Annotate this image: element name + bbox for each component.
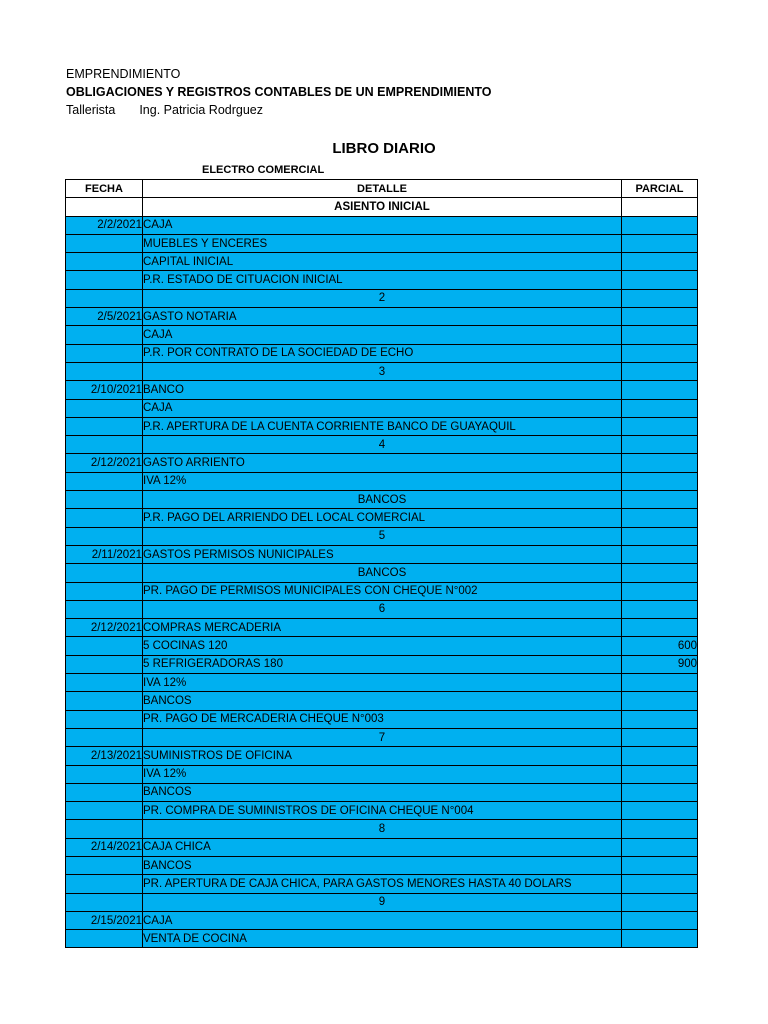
cell-fecha (66, 820, 143, 838)
cell-detalle: 6 (143, 600, 622, 618)
cell-parcial (622, 875, 698, 893)
table-row (66, 399, 698, 417)
table-row (66, 619, 698, 637)
cell-fecha (66, 491, 143, 509)
cell-detalle: 9 (143, 893, 622, 911)
table-row (66, 893, 698, 911)
table-row (66, 198, 698, 216)
column-header-parcial: PARCIAL (622, 180, 698, 198)
cell-fecha (66, 527, 143, 545)
cell-parcial (622, 454, 698, 472)
cell-fecha (66, 674, 143, 692)
cell-detalle: 2 (143, 289, 622, 307)
cell-fecha (66, 344, 143, 362)
cell-parcial (622, 326, 698, 344)
cell-detalle: IVA 12% (143, 674, 622, 692)
cell-detalle: BANCO (143, 381, 622, 399)
table-row (66, 564, 698, 582)
cell-parcial (622, 289, 698, 307)
table-row (66, 289, 698, 307)
cell-fecha (66, 765, 143, 783)
cell-fecha (66, 198, 143, 216)
table-row (66, 417, 698, 435)
cell-detalle: BANCOS (143, 564, 622, 582)
cell-parcial (622, 728, 698, 746)
cell-parcial (622, 600, 698, 618)
cell-fecha: 2/11/2021 (66, 545, 143, 563)
cell-fecha (66, 362, 143, 380)
cell-parcial (622, 674, 698, 692)
cell-detalle: 8 (143, 820, 622, 838)
cell-detalle: GASTO NOTARIA (143, 308, 622, 326)
cell-parcial (622, 619, 698, 637)
table-row (66, 765, 698, 783)
column-header-fecha: FECHA (66, 180, 143, 198)
cell-detalle: ASIENTO INICIAL (143, 198, 622, 216)
cell-detalle: CAJA (143, 911, 622, 929)
table-row (66, 362, 698, 380)
cell-detalle: 5 (143, 527, 622, 545)
cell-detalle: BANCOS (143, 856, 622, 874)
cell-fecha (66, 710, 143, 728)
cell-fecha (66, 655, 143, 673)
cell-detalle: 3 (143, 362, 622, 380)
cell-parcial (622, 527, 698, 545)
cell-detalle: MUEBLES Y ENCERES (143, 234, 622, 252)
cell-parcial (622, 362, 698, 380)
cell-fecha (66, 802, 143, 820)
cell-parcial (622, 271, 698, 289)
table-row (66, 582, 698, 600)
cell-parcial (622, 783, 698, 801)
cell-detalle: CAJA (143, 399, 622, 417)
cell-fecha: 2/2/2021 (66, 216, 143, 234)
cell-parcial (622, 308, 698, 326)
table-row (66, 856, 698, 874)
table-row (66, 692, 698, 710)
tallerista-name: Ing. Patricia Rodrguez (139, 103, 264, 117)
cell-fecha (66, 582, 143, 600)
cell-fecha (66, 271, 143, 289)
cell-detalle: BANCOS (143, 491, 622, 509)
cell-parcial (622, 911, 698, 929)
cell-parcial (622, 820, 698, 838)
cell-fecha: 2/12/2021 (66, 619, 143, 637)
cell-detalle: PR. APERTURA DE CAJA CHICA, PARA GASTOS MENORES HASTA 40 DOLARS (143, 875, 622, 893)
company-name: ELECTRO COMERCIAL (202, 164, 325, 176)
cell-fecha: 2/15/2021 (66, 911, 143, 929)
cell-parcial (622, 545, 698, 563)
cell-detalle: CAPITAL INICIAL (143, 253, 622, 271)
cell-parcial (622, 216, 698, 234)
cell-fecha (66, 326, 143, 344)
cell-detalle: P.R. APERTURA DE LA CUENTA CORRIENTE BANCO DE GUAYAQUIL (143, 417, 622, 435)
cell-detalle: PR. COMPRA DE SUMINISTROS DE OFICINA CHEQUE N°004 (143, 802, 622, 820)
cell-parcial (622, 509, 698, 527)
header-tallerista-line (66, 103, 263, 117)
cell-parcial (622, 710, 698, 728)
cell-parcial (622, 930, 698, 948)
cell-detalle: GASTO ARRIENTO (143, 454, 622, 472)
table-row (66, 783, 698, 801)
cell-fecha (66, 856, 143, 874)
cell-detalle: 7 (143, 728, 622, 746)
table-row (66, 911, 698, 929)
cell-parcial (622, 765, 698, 783)
cell-parcial (622, 893, 698, 911)
cell-fecha (66, 930, 143, 948)
cell-parcial (622, 838, 698, 856)
cell-fecha: 2/12/2021 (66, 454, 143, 472)
column-header-detalle: DETALLE (143, 180, 622, 198)
cell-detalle: COMPRAS MERCADERIA (143, 619, 622, 637)
cell-fecha: 2/14/2021 (66, 838, 143, 856)
cell-detalle: GASTOS PERMISOS NUNICIPALES (143, 545, 622, 563)
table-row (66, 436, 698, 454)
cell-fecha (66, 509, 143, 527)
page-title: LIBRO DIARIO (332, 140, 436, 157)
table-row (66, 728, 698, 746)
cell-detalle: BANCOS (143, 692, 622, 710)
cell-detalle: VENTA DE COCINA (143, 930, 622, 948)
table-row (66, 674, 698, 692)
table-row (66, 802, 698, 820)
cell-fecha: 2/5/2021 (66, 308, 143, 326)
table-row (66, 875, 698, 893)
cell-detalle: P.R. POR CONTRATO DE LA SOCIEDAD DE ECHO (143, 344, 622, 362)
cell-parcial (622, 399, 698, 417)
cell-detalle: IVA 12% (143, 472, 622, 490)
cell-fecha (66, 289, 143, 307)
cell-detalle: BANCOS (143, 783, 622, 801)
cell-parcial (622, 582, 698, 600)
table-row (66, 253, 698, 271)
cell-fecha (66, 472, 143, 490)
table-header-row (66, 180, 698, 198)
cell-detalle: 4 (143, 436, 622, 454)
cell-detalle: PR. PAGO DE MERCADERIA CHEQUE N°003 (143, 710, 622, 728)
cell-parcial (622, 564, 698, 582)
table-row (66, 655, 698, 673)
table-row (66, 454, 698, 472)
table-row (66, 381, 698, 399)
cell-parcial (622, 747, 698, 765)
journal-body (66, 198, 698, 948)
table-row (66, 326, 698, 344)
table-row (66, 637, 698, 655)
cell-parcial (622, 234, 698, 252)
table-row (66, 271, 698, 289)
cell-parcial (622, 692, 698, 710)
cell-detalle: P.R. PAGO DEL ARRIENDO DEL LOCAL COMERCIAL (143, 509, 622, 527)
table-row (66, 234, 698, 252)
cell-parcial (622, 491, 698, 509)
cell-detalle: 5 COCINAS 120 (143, 637, 622, 655)
table-row (66, 472, 698, 490)
cell-fecha (66, 417, 143, 435)
table-row (66, 545, 698, 563)
journal-table (65, 179, 698, 948)
cell-fecha: 2/13/2021 (66, 747, 143, 765)
cell-parcial (622, 381, 698, 399)
cell-fecha (66, 893, 143, 911)
cell-detalle: IVA 12% (143, 765, 622, 783)
cell-detalle: PR. PAGO DE PERMISOS MUNICIPALES CON CHEQUE N°002 (143, 582, 622, 600)
header-line-obligaciones: OBLIGACIONES Y REGISTROS CONTABLES DE UN EMPRENDIMIENTO (66, 85, 492, 99)
table-row (66, 527, 698, 545)
table-row (66, 600, 698, 618)
cell-fecha (66, 564, 143, 582)
cell-detalle: 5 REFRIGERADORAS 180 (143, 655, 622, 673)
cell-fecha (66, 399, 143, 417)
table-row (66, 308, 698, 326)
cell-detalle: SUMINISTROS DE OFICINA (143, 747, 622, 765)
cell-parcial (622, 436, 698, 454)
table-row (66, 747, 698, 765)
table-row (66, 838, 698, 856)
table-row (66, 820, 698, 838)
cell-parcial (622, 417, 698, 435)
header-line-emprendimiento: EMPRENDIMIENTO (66, 67, 181, 81)
cell-fecha (66, 875, 143, 893)
cell-parcial: 600 (622, 637, 698, 655)
cell-parcial: 900 (622, 655, 698, 673)
cell-parcial (622, 856, 698, 874)
table-row (66, 930, 698, 948)
cell-parcial (622, 802, 698, 820)
cell-fecha (66, 436, 143, 454)
cell-parcial (622, 253, 698, 271)
cell-parcial (622, 344, 698, 362)
cell-parcial (622, 472, 698, 490)
cell-fecha (66, 728, 143, 746)
cell-fecha (66, 692, 143, 710)
cell-detalle: CAJA (143, 216, 622, 234)
cell-fecha (66, 637, 143, 655)
cell-fecha (66, 783, 143, 801)
tallerista-label: Tallerista (66, 103, 116, 117)
cell-fecha: 2/10/2021 (66, 381, 143, 399)
cell-fecha (66, 600, 143, 618)
cell-detalle: P.R. ESTADO DE CITUACION INICIAL (143, 271, 622, 289)
table-row (66, 216, 698, 234)
cell-detalle: CAJA CHICA (143, 838, 622, 856)
cell-detalle: CAJA (143, 326, 622, 344)
table-row (66, 710, 698, 728)
table-row (66, 491, 698, 509)
cell-fecha (66, 253, 143, 271)
table-row (66, 344, 698, 362)
cell-fecha (66, 234, 143, 252)
table-row (66, 509, 698, 527)
cell-parcial (622, 198, 698, 216)
